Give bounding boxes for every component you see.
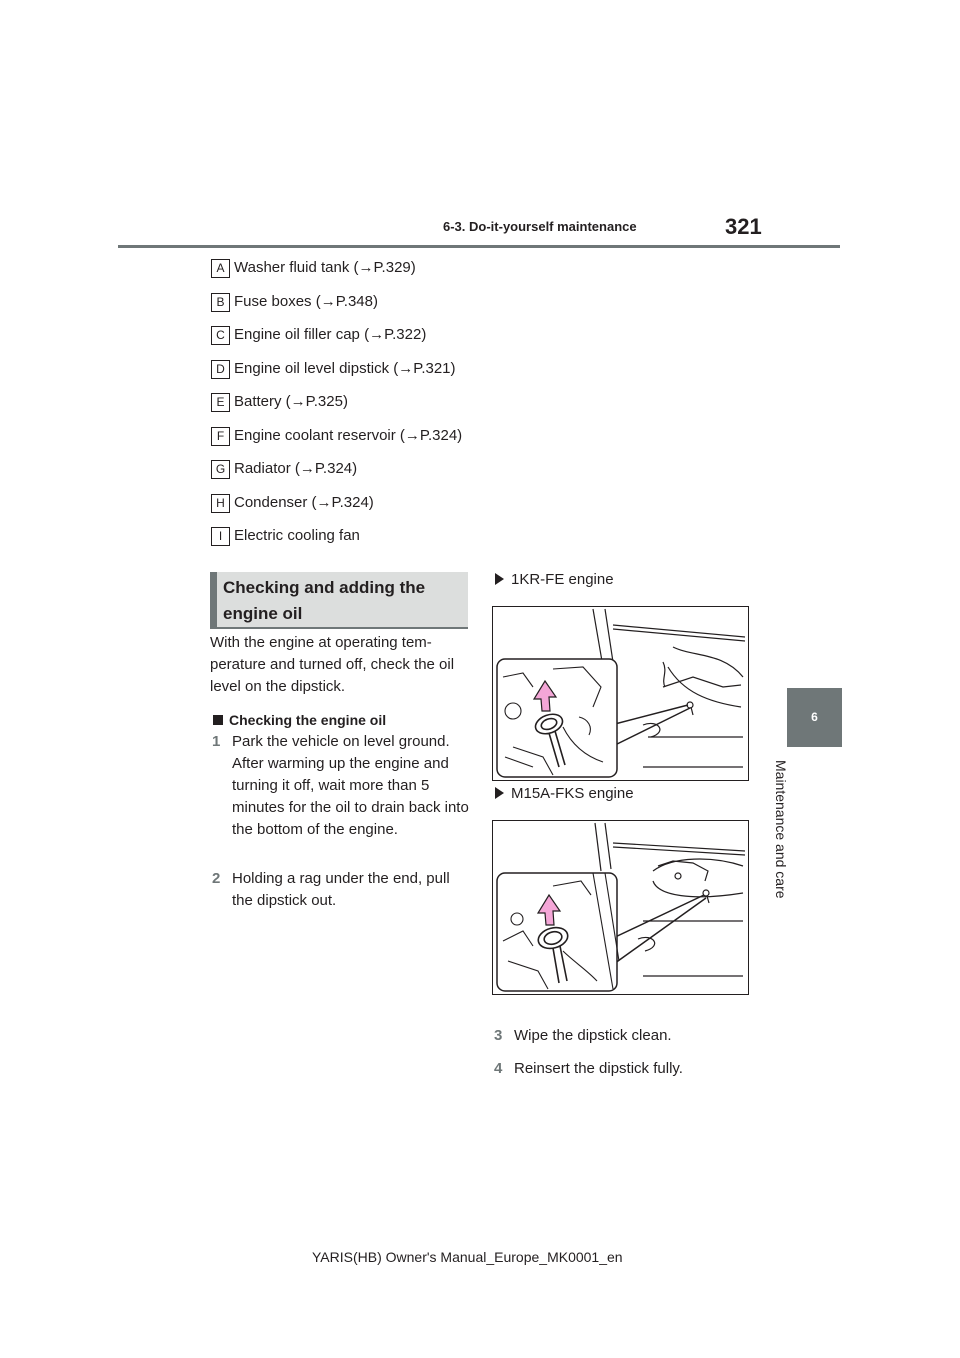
section-title: 6-3. Do-it-yourself maintenance <box>443 219 637 234</box>
legend-letter-box: I <box>211 527 230 546</box>
chapter-label <box>773 760 805 920</box>
header-rule <box>118 245 840 248</box>
step-number: 3 <box>494 1027 503 1044</box>
step-number: 4 <box>494 1060 503 1077</box>
step-2 <box>212 868 472 912</box>
engine-figure-m15a <box>492 820 749 995</box>
legend-text: Fuse boxes (→P.348) <box>234 292 378 310</box>
legend-letter-box: B <box>211 293 230 312</box>
figure-2-label-text: M15A-FKS engine <box>511 785 634 802</box>
legend-item <box>211 258 462 292</box>
footer-text: YARIS(HB) Owner's Manual_Europe_MK0001_en <box>312 1249 623 1265</box>
engine-illustration-m15a <box>493 821 748 994</box>
chapter-label-text: Maintenance and care <box>773 760 789 899</box>
triangle-bullet-icon <box>495 787 504 799</box>
legend-text: Condenser (→P.324) <box>234 493 374 511</box>
figure-1-label <box>495 571 614 588</box>
legend-item <box>211 526 462 560</box>
section-heading-bar <box>210 572 217 628</box>
step-text: Reinsert the dipstick fully. <box>514 1060 683 1077</box>
legend-text: Washer fluid tank (→P.329) <box>234 259 416 276</box>
step-text: Holding a rag under the end, pull the dipstick out. <box>232 870 450 909</box>
legend-letter-box: D <box>211 360 230 379</box>
engine-figure-1kr <box>492 606 749 781</box>
chapter-tab[interactable]: 6 <box>787 688 842 747</box>
square-bullet-icon <box>213 715 223 725</box>
legend-item <box>211 459 462 493</box>
legend-letter-box: C <box>211 326 230 345</box>
legend-text: Engine oil level dipstick (→P.321) <box>234 359 456 377</box>
legend-letter-box: A <box>211 259 230 278</box>
section-heading: Checking and adding the engine oil <box>223 578 426 623</box>
step-1 <box>212 731 472 841</box>
legend-item <box>211 426 462 460</box>
engine-illustration-1kr <box>493 607 748 780</box>
section-heading-rule <box>210 627 468 629</box>
step-text: Park the vehicle on level ground. After warming up the engine and turning it off, wait more than 5 minutes for the oil to drain back into the bottom of the engine. <box>232 733 469 838</box>
legend-text: Engine oil filler cap (→P.322) <box>234 326 427 343</box>
legend-text: Engine coolant reservoir (→P.324) <box>234 426 463 444</box>
triangle-bullet-icon <box>495 573 504 585</box>
legend-item <box>211 292 462 326</box>
legend-item <box>211 359 462 393</box>
legend-letter-box: G <box>211 460 230 479</box>
legend-letter-box: E <box>211 393 230 412</box>
legend-item <box>211 493 462 527</box>
subheading-text: Checking the engine oil <box>229 712 387 728</box>
legend-item <box>211 325 462 359</box>
step-number: 2 <box>212 870 221 887</box>
component-legend <box>211 258 462 560</box>
step-3 <box>494 1025 754 1047</box>
step-number: 1 <box>212 733 221 750</box>
legend-item <box>211 392 462 426</box>
figure-2-label <box>495 785 634 802</box>
legend-letter-box: H <box>211 494 230 513</box>
legend-text: Radiator (→P.324) <box>234 460 358 477</box>
subheading <box>213 709 386 731</box>
legend-letter-box: F <box>211 427 230 446</box>
legend-text: Battery (→P.325) <box>234 393 348 410</box>
figure-1-label-text: 1KR-FE engine <box>511 571 614 588</box>
intro-paragraph: With the engine at operating tem-perature and turned off, check the oil level on the dipstick. <box>210 634 455 695</box>
legend-text: Electric cooling fan <box>234 527 360 544</box>
step-4 <box>494 1058 754 1080</box>
step-text: Wipe the dipstick clean. <box>514 1027 672 1044</box>
page-number: 321 <box>725 214 762 239</box>
